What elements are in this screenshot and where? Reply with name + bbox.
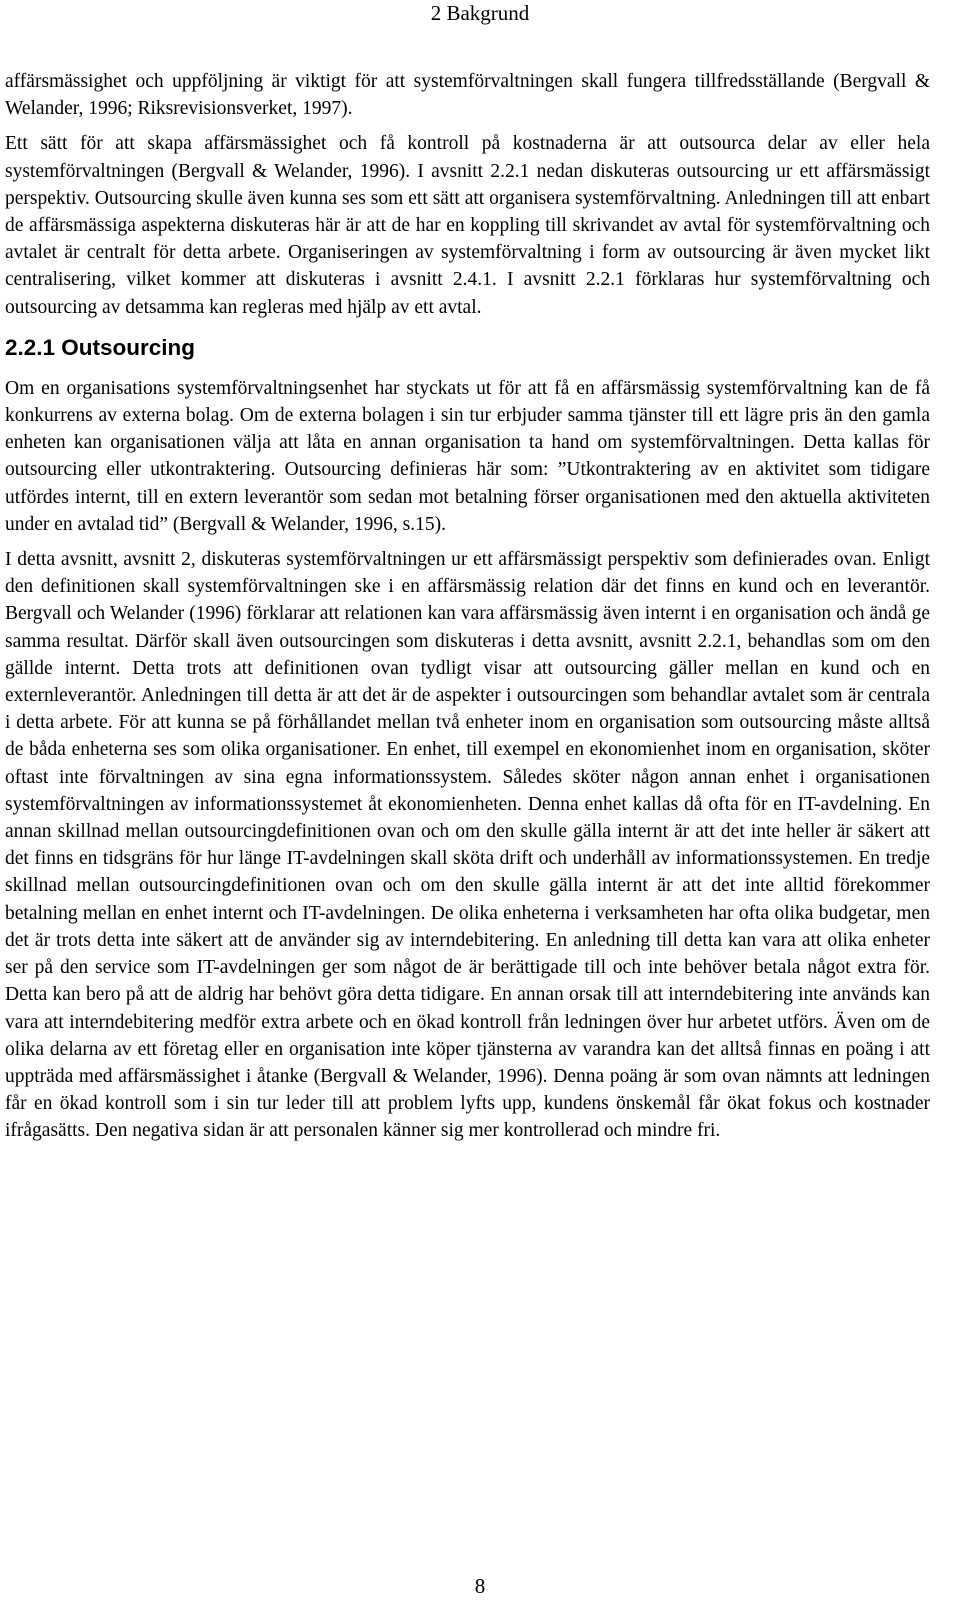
running-header: 2 Bakgrund	[430, 1, 530, 25]
section-paragraph-1: Om en organisations systemförvaltningsenhet har styckats ut för att få en affärsmässig systemförvaltning kan de få konkurrens av externa bolag. Om de externa bolagen i sin tur erbjuder samma tjänster till ett lägre pris än den gamla enheten kan organisationen välja att låta en annan organisation ta hand om systemförvaltningen. Detta kallas för outsourcing eller utkontraktering. Outsourcing definieras här som: ”Utkontraktering av en aktivitet som tidigare utfördes internt, till en extern leverantör som sedan mot betalning förser organisationen med den aktuella aktiviteten under en avtalad tid” (Bergvall & Welander, 1996, s.15).	[5, 377, 930, 535]
intro-paragraph-1: affärsmässighet och uppföljning är viktigt för att systemförvaltningen skall fungera tillfredsställande (Bergvall & Welander, 1996; Riksrevisionsverket, 1997).	[5, 71, 930, 120]
page-number: 8	[474, 1574, 486, 1598]
section-heading-outsourcing: 2.2.1 Outsourcing	[5, 334, 196, 360]
intro-paragraph-2: Ett sätt för att skapa affärsmässighet och få kontroll på kostnaderna är att outsourca delar av eller hela systemförvaltningen (Bergvall & Welander, 1996). I avsnitt 2.2.1 nedan diskuteras outsourcing ur ett affärsmässigt perspektiv. Outsourcing skulle även kunna ses som ett sätt att organisera systemförvaltning. Anledningen till att enbart de affärsmässiga aspekterna diskuteras här är att de har en koppling till skrivandet av avtal för systemförvaltning och avtalet är centralt för detta arbete. Organiseringen av systemförvaltning i form av outsourcing är även mycket likt centralisering, vilket kommer att diskuteras i avsnitt 2.4.1. I avsnitt 2.2.1 förklaras hur systemförvaltning och outsourcing av detsamma kan regleras med hjälp av ett avtal.	[5, 133, 930, 318]
section-paragraph-2: I detta avsnitt, avsnitt 2, diskuteras systemförvaltningen ur ett affärsmässigt perspektiv som definierades ovan. Enligt den definitionen skall systemförvaltningen ske i en affärsmässig relation där det finns en kund och en leverantör. Bergvall och Welander (1996) förklarar att relationen kan vara affärsmässig även internt i en organisation och ändå ge samma resultat. Därför skall även outsourcingen som diskuteras i detta avsnitt, avsnitt 2.2.1, behandlas som om den gällde internt. Detta trots att definitionen ovan tydligt visar att outsourcing gäller mellan en kund och en externleverantör. Anledningen till detta är att det är de aspekter i outsourcingen som behandlar avtalet som är centrala i detta arbete. För att kunna se på förhållandet mellan två enheter inom en organisation som outsourcing måste alltså de båda enheterna ses som olika organisationer. En enhet, till exempel en ekonomienhet inom en organisation, sköter oftast inte förvaltningen av sina egna informationssystem. Således sköter någon annan enhet i organisationen systemförvaltningen av informationssystemet åt ekonomienheten. Denna enhet kallas då ofta för en IT-avdelning. En annan skillnad mellan outsourcingdefinitionen ovan och om den skulle gälla internt är att det inte heller är säkert att det finns en tidsgräns för hur länge IT-avdelningen skall sköta drift och underhåll av informationssystemen. En tredje skillnad mellan outsourcingdefinitionen ovan och om den skulle gälla internt är att det inte alltid förekommer betalning mellan en enhet internt och IT-avdelningen. De olika enheterna i verksamheten har ofta olika budgetar, men det är trots detta inte säkert att de använder sig av interndebitering. En anledning till detta kan vara att olika enheter ser på den service som IT-avdelningen ger som något de är berättigade till och inte behöver betala något extra för. Detta kan bero på att de aldrig har behövt göra detta tidigare. En annan orsak till att interndebitering inte används kan vara att interndebitering medför extra arbete och en ökad kontroll från ledningen över hur arbetet utförs. Även om de olika delarna av ett företag eller en organisation inte köper tjänsterna av varandra kan det alltså finnas en poäng i att uppträda med affärsmässighet i åtanke (Bergvall & Welander, 1996). Denna poäng är som ovan nämnts att ledningen får en ökad kontroll som i sin tur leder till att problem lyfts upp, kundens önskemål får ökat fokus och kostnader ifrågasätts. Den negativa sidan är att personalen känner sig mer kontrollerad och mindre fri.	[5, 549, 930, 1142]
document-body	[5, 68, 930, 1145]
